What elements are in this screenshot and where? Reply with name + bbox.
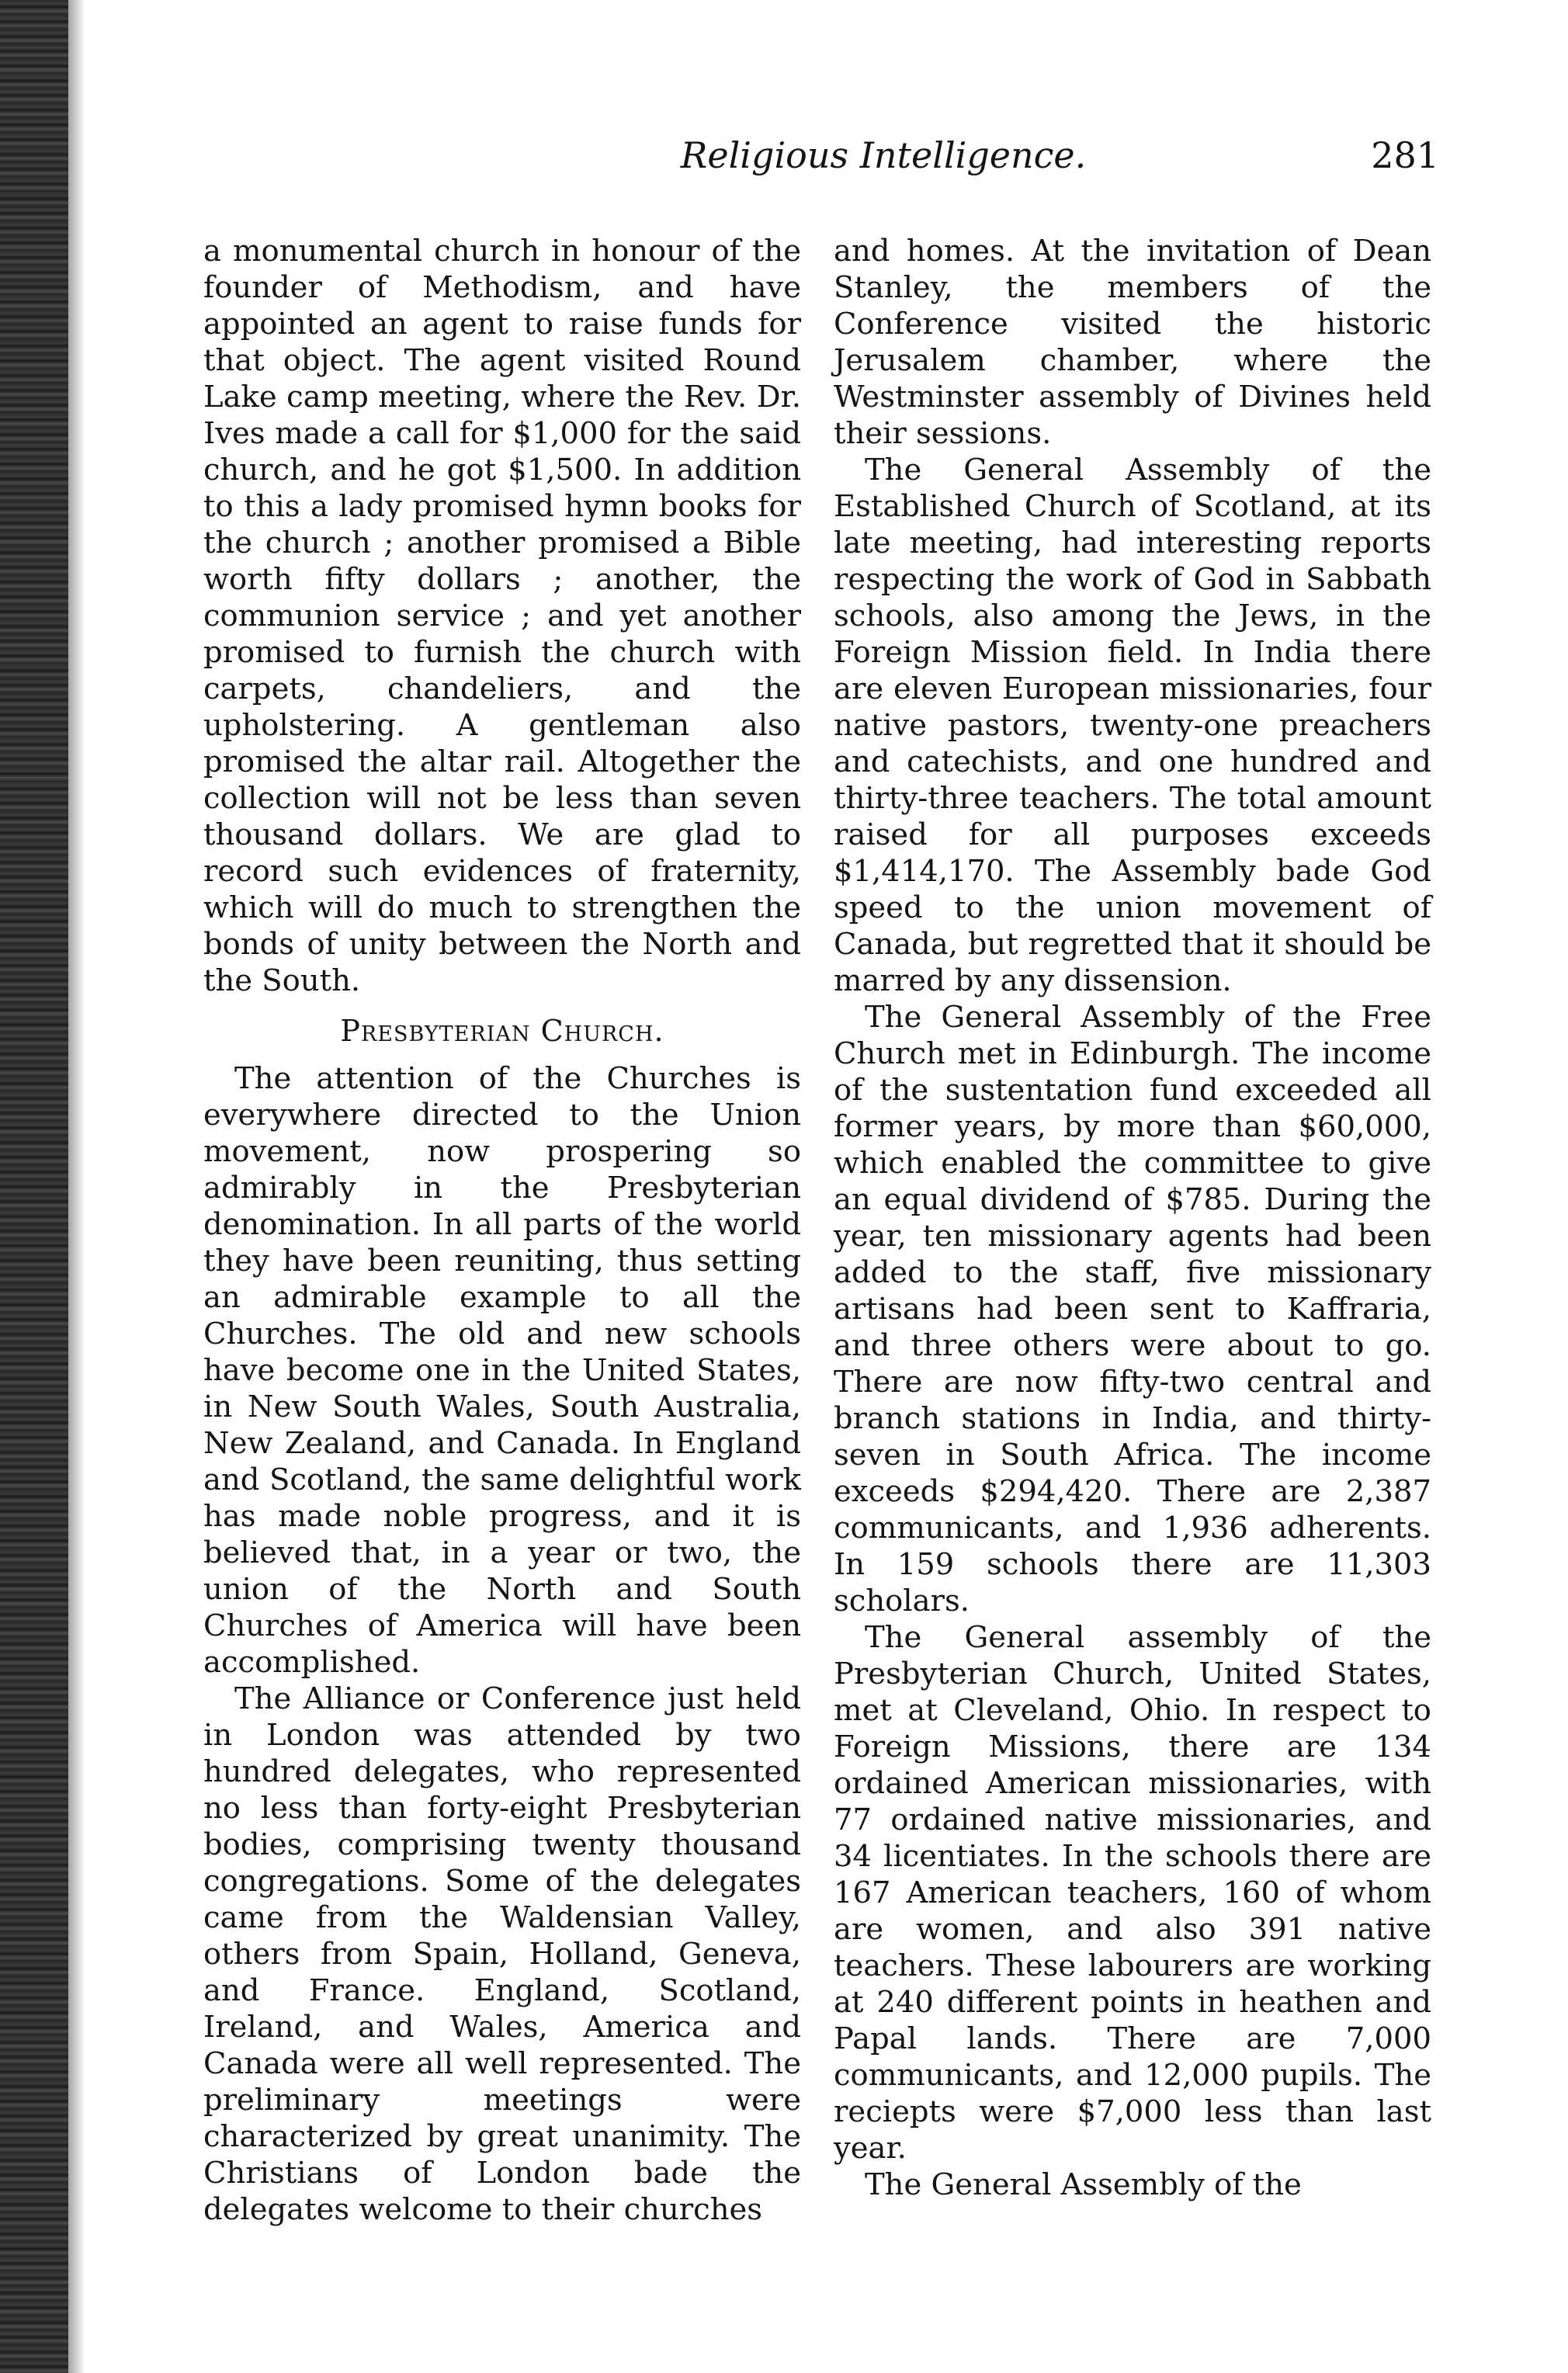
paragraph: and homes. At the invitation of Dean Stanley, the members of the Conference visited the historic Jerusalem chamber, where the Westminster assembly of Divines held their sessions. — [834, 234, 1431, 451]
paragraph: The General Assembly of the Free Church met in Edinburgh. The income of the sustentation fund exceeded all former years, by more than $60,000, which enabled the committee to give an equal dividend of $785. During the year, ten missionary agents had been added to the staff, five missionary artisans had been sent to Kaffraria, and three others were about to go. There are now fifty-two central and branch stations in India, and thirty-seven in South Africa. The income exceeds $294,420. There are 2,387 communicants, and 1,936 adherents. In 159 schools there are 11,303 scholars. — [834, 1000, 1431, 1618]
paragraph: The General Assembly of the Established Church of Scotland, at its late meeting, had interesting reports respecting the work of God in Sabbath schools, also among the Jews, in the Foreign Mission field. In India there are eleven European missionaries, four native pastors, twenty-one preachers and catechists, and one hundred and thirty-three teachers. The total amount raised for all purposes exceeds $1,414,170. The Assembly bade God speed to the union movement of Canada, but regretted that it should be marred by any dissension. — [834, 453, 1431, 998]
paragraph: The General assembly of the Presbyterian Church, United States, met at Cleveland, Ohio. In respect to Foreign Missions, there are 134 ordained American missionaries, with 77 ordained native missionaries, and 34 licentiates. In the schools there are 167 American teachers, 160 of whom are women, and also 391 native teachers. These labourers are working at 240 different points in heathen and Papal lands. There are 7,000 communicants, and 12,000 pupils. The reciepts were $7,000 less than last year. — [834, 1620, 1431, 2166]
book-binding-edge — [0, 0, 68, 2373]
paragraph: The attention of the Churches is everywhere directed to the Union movement, now prospering so admirably in the Presbyterian denomination. In all parts of the world they have been reuniting, thus setting an admirable example to all the Churches. The old and new schools have become one in the United States, in New South Wales, South Australia, New Zealand, and Canada. In England and Scotland, the same delightful work has made noble progress, and it is believed that, in a year or two, the union of the North and South Churches of America will have been accomplished. — [203, 1061, 801, 1680]
page-number: 281 — [1371, 134, 1439, 176]
left-column — [203, 233, 801, 2228]
running-title: Religious Intelligence. — [680, 134, 1087, 176]
paragraph: The General Assembly of the — [865, 2167, 1302, 2202]
paragraph: a monumental church in honour of the founder of Methodism, and have appointed an agent to raise funds for that object. The agent visited Round Lake camp meeting, where the Rev. Dr. Ives made a call for $1,000 for the said church, and he got $1,500. In addition to this a lady promised hymn books for the church ; another promised a Bible worth fifty dollars ; another, the communion service ; and yet another promised to furnish the church with carpets, chandeliers, and the upholstering. A gentleman also promised the altar rail. Altogether the collection will not be less than seven thousand dollars. We are glad to record such evidences of fraternity, which will do much to strengthen the bonds of unity between the North and the South. — [203, 234, 801, 998]
paragraph: The Alliance or Conference just held in London was attended by two hundred delegates, who represented no less than forty-eight Presbyterian bodies, comprising twenty thousand congregations. Some of the delegates came from the Waldensian Valley, others from Spain, Holland, Geneva, and France. England, Scotland, Ireland, and Wales, America and Canada were all well represented. The preliminary meetings were characterized by great unanimity. The Christians of London bade the delegates welcome to their churches — [203, 1681, 801, 2227]
right-column — [834, 233, 1431, 2203]
section-heading: Presbyterian Church. — [340, 1014, 664, 1048]
page-header — [203, 128, 1439, 190]
